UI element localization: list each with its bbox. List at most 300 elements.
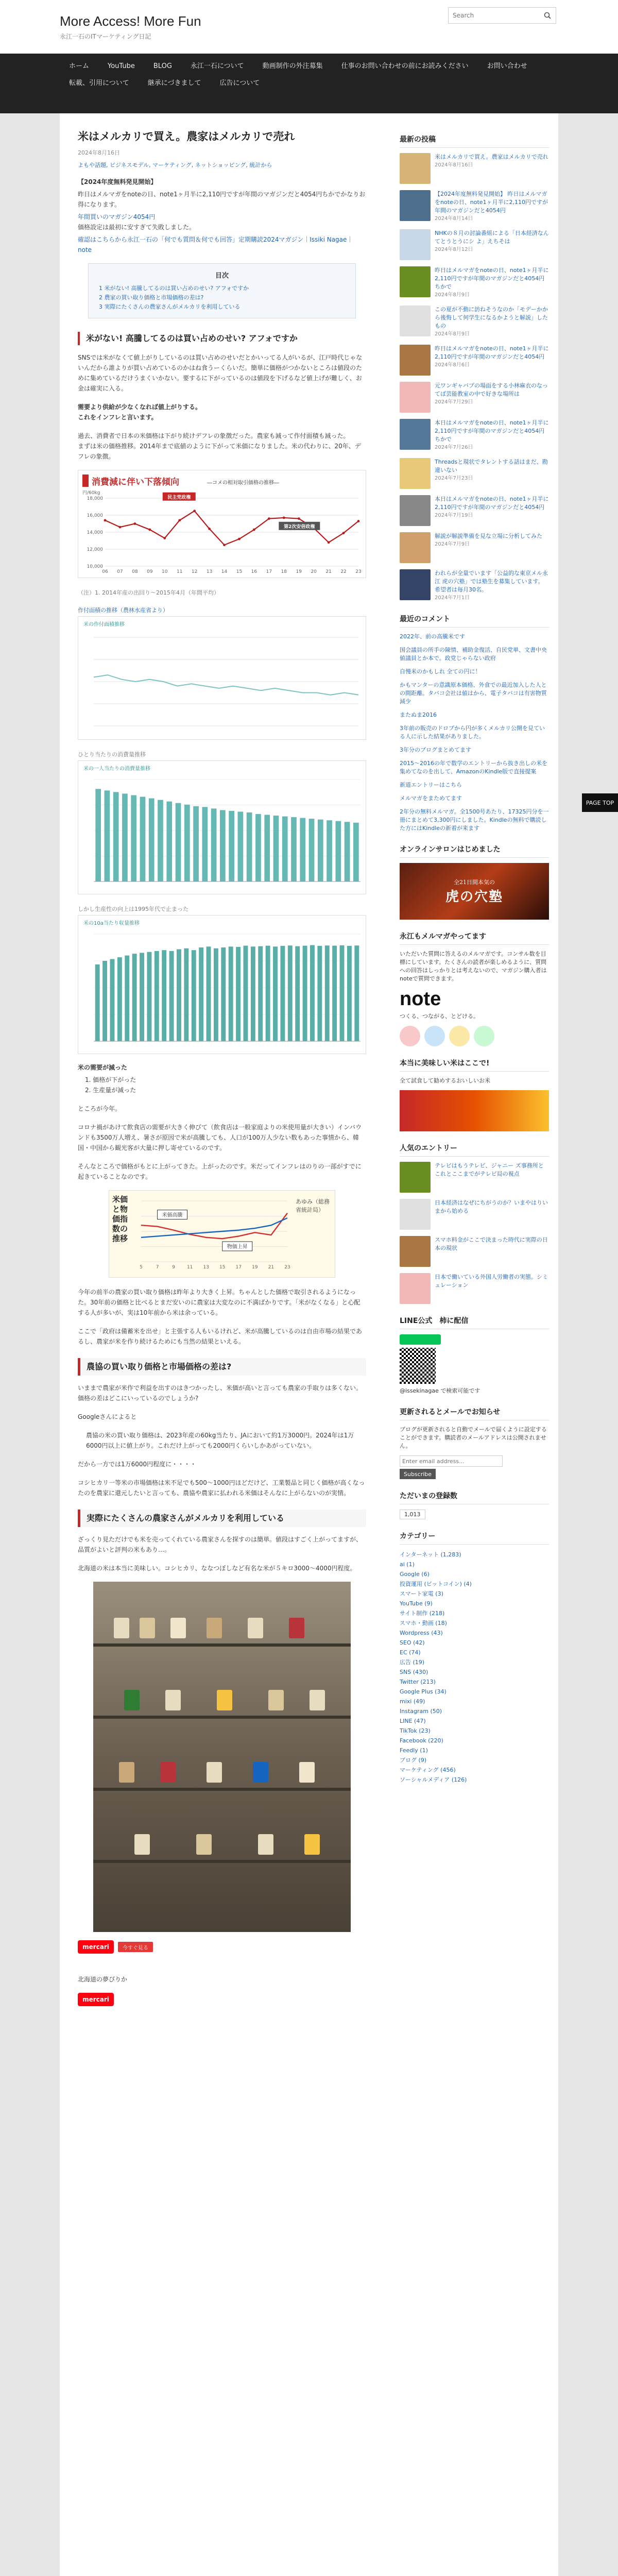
category-item[interactable]: Wordpress (43) [400, 1630, 443, 1636]
main-nav [0, 54, 618, 113]
bar [310, 945, 315, 1041]
salon-heading: オンラインサロンはじめました [400, 844, 549, 858]
recent-post-item[interactable] [400, 229, 549, 260]
note-tagline: つくる、つながる、とどける。 [400, 1013, 479, 1020]
chart-planted-area [78, 616, 366, 740]
recent-post-thumbnail[interactable] [400, 306, 431, 336]
recent-post-link[interactable]: 解説が解説準備を見な立場に分析してみた [435, 533, 542, 539]
note-heading: 永江もメルマガやってます [400, 931, 549, 945]
reason-item-1-text: 価格が下がった [93, 1076, 136, 1083]
recent-post-text [435, 306, 549, 338]
recent-comments [400, 614, 549, 833]
paragraph: そんなところで価格がもとに上がってきた。上がったのです。米だってインフレはのりの一部がすでに起きていることなのです。 [78, 1163, 362, 1180]
recent-post-link[interactable]: 本日はメルマガをnoteの日、note1ヶ月半に2,110円ですが年間のマガジンだと4054円 [435, 496, 549, 511]
recent-post-item[interactable] [400, 382, 549, 413]
note-character-icon [424, 1026, 445, 1046]
notice-text: 昨日はメルマガをnoteの日、note1ヶ月半に2,110円ですが年間のマガジンだと4054円ちかでかなりお得になります。 [78, 191, 366, 208]
data-point [104, 519, 107, 522]
note-character-icon [474, 1026, 494, 1046]
popular-entry[interactable] [400, 1273, 549, 1304]
recent-post-link[interactable]: 昨日はメルマガをnoteの日、note1ヶ月半に2,110円ですが年間のマガジンだと4054円ちかで [435, 267, 549, 290]
paragraph: 過去、消費者で日本の米価格は下がり続けデフレの象徴だった。農家も減って作付面積も減った。 まずは米の価格推移。2014年まで底値のように下がって米価になりました。米の代わりに、20年、デフレの象徴。 [78, 432, 361, 460]
recent-post-item[interactable] [400, 345, 549, 376]
recent-post-thumbnail[interactable] [400, 266, 431, 297]
x-tick-label: 07 [117, 569, 123, 574]
category-item[interactable]: スマホ・動画 (18) [400, 1620, 447, 1626]
data-point [163, 537, 166, 539]
bar [335, 821, 341, 882]
recent-post-link[interactable]: 【2024年度無料発見開始】 昨日はメルマガをnoteの日、note1ヶ月半に2,110円ですが年間のマガジンだと4054円 [435, 191, 548, 214]
bar [169, 951, 174, 1041]
sidebar [400, 134, 549, 1796]
recent-post-thumbnail[interactable] [400, 419, 431, 450]
title-marker [82, 474, 89, 487]
book-section [400, 1058, 549, 1131]
infographic-right-label: あゆみ（総務省統計局） [296, 1198, 330, 1213]
category-item[interactable]: SNS (430) [400, 1669, 428, 1675]
y-tick-label: 12,000 [87, 547, 103, 552]
recent-post-date: 2024年8月9日 [435, 331, 470, 337]
popular-entry-link[interactable]: スマホ料金がここで決まった時代に実際の日本の現状 [435, 1236, 548, 1251]
book-heading: 本当に美味しい米はここで! [400, 1058, 549, 1072]
infographic-left-label: 米価と物価指数の推移 [112, 1195, 128, 1243]
bar [295, 946, 300, 1041]
bar [325, 945, 330, 1041]
chart-yield-svg [78, 916, 366, 1054]
category-item[interactable]: マーケティング (456) [400, 1767, 456, 1773]
category-item[interactable]: TikTok (23) [400, 1727, 431, 1734]
series-line [105, 511, 358, 545]
recent-post-thumbnail[interactable] [400, 532, 431, 563]
data-point [298, 517, 300, 520]
recent-posts-heading: 最新の投稿 [400, 134, 549, 148]
bar [113, 792, 119, 882]
price-index-infographic [109, 1190, 335, 1278]
recent-post-text [435, 153, 548, 184]
category-item[interactable]: Google Plus (34) [400, 1688, 447, 1695]
notice-heading: 【2024年度無料発見開始】 [78, 178, 157, 185]
data-point [342, 532, 345, 534]
x-tick-label: 08 [132, 569, 138, 574]
mercari-button[interactable]: 今すぐ見る [118, 1942, 153, 1952]
mercari-widget-2[interactable] [78, 1993, 366, 2006]
popular-entry-thumbnail[interactable] [400, 1236, 431, 1267]
bar [192, 950, 196, 1041]
legend-label: 物価上昇 [227, 1244, 248, 1250]
category-item[interactable]: ai (1) [400, 1561, 415, 1568]
x-tick-label: 23 [355, 569, 362, 574]
y-tick-label: 14,000 [87, 530, 103, 535]
category-item[interactable]: EC (74) [400, 1649, 421, 1656]
category-heading: カテゴリー [400, 1531, 549, 1545]
bar [207, 946, 211, 1041]
site-title[interactable]: More Access! More Fun [60, 13, 201, 29]
bar [273, 816, 279, 882]
bar [193, 806, 199, 882]
recent-post-date: 2024年7月1日 [435, 595, 470, 601]
y-tick-label: 18,000 [87, 496, 103, 501]
x-tick-label: 23 [284, 1265, 290, 1270]
recent-comment-item[interactable]: 2022年、前の高騰米です [400, 633, 465, 640]
recent-post-link[interactable]: この夏が不動に訪ねそうなのか「モデーかから後悔して何学生になるかようと解説」したもの [435, 306, 548, 329]
post-content [60, 113, 384, 2028]
category-item[interactable]: YouTube (9) [400, 1600, 433, 1607]
x-tick-label: 12 [191, 569, 198, 574]
chart-planted-area-svg [78, 617, 366, 739]
recent-comments-heading: 最近のコメント [400, 614, 549, 628]
x-tick-label: 11 [176, 569, 183, 574]
chart-subtitle: ―コメの相対取引価格の推移― [207, 480, 279, 486]
bar [95, 789, 101, 882]
category-item[interactable]: Twitter (213) [400, 1679, 436, 1685]
post-tags[interactable]: よもや話題, ビジネスモデル, マーケティング, ネットショッピング, 統計から [78, 162, 272, 168]
x-tick-label: 17 [266, 569, 272, 574]
recent-post-link[interactable]: 元ワンギャバプの場面をする小林麻衣のなってば芸能教室の中で好きな場所は [435, 382, 548, 397]
x-tick-label: 7 [156, 1265, 159, 1270]
recent-post-text [435, 532, 542, 563]
category-item[interactable]: ブログ (9) [400, 1757, 427, 1764]
data-point [148, 529, 151, 531]
bar [184, 948, 188, 1041]
bar [327, 820, 332, 882]
recent-comment-item[interactable]: 新道エントリーはこちら [400, 782, 462, 788]
bar [125, 956, 129, 1041]
paragraph: ところが今年。 [78, 1105, 122, 1112]
nav-item[interactable]: お問い合わせ [487, 62, 527, 70]
bar [236, 947, 241, 1041]
recent-comment-item[interactable]: 国会議員の所手の陳情、補助金復活、自民党単、文書中央値議員とか本で。政党じゃらない政府 [400, 647, 547, 662]
bar [282, 817, 288, 882]
paragraph: だから一方では1万6000円程度に・・・・ [78, 1461, 197, 1468]
recent-post-item[interactable] [400, 419, 549, 452]
paragraph: 今年の前半の農家の買い取り価格は昨年より大きく上昇。ちゃんとした価格で取引されるようになった。30年前の価格と比べるとまだ安いのに農家は大変なのに不満ばかりです。「米がなくなる」と心配する人が多いが、実は10年前から米は余っている。 [78, 1289, 360, 1316]
bar [110, 959, 115, 1041]
toc-item-3[interactable]: 3 実際にたくさんの農家さんがメルカリを利用している [99, 303, 241, 310]
popular-entry-thumbnail[interactable] [400, 1162, 431, 1193]
y-tick-label: 10,000 [87, 564, 103, 569]
reason-item-2-text: 生産量が減った [93, 1087, 136, 1094]
bar [251, 946, 255, 1041]
mercari-logo: mercari [78, 1940, 114, 1954]
data-point [178, 519, 181, 522]
recent-post-date: 2024年8月12日 [435, 247, 473, 252]
mercari-widget-1[interactable] [78, 1940, 366, 1954]
recent-comment-item[interactable]: またぬま2016 [400, 711, 437, 718]
x-tick-label: 18 [281, 569, 287, 574]
recent-post-item[interactable] [400, 532, 549, 563]
email-text: ブログが更新されると自動でメールで届くように設定することができます。購読者のメールアドレスは公開されません。 [400, 1426, 547, 1449]
nav-item[interactable]: BLOG [153, 62, 172, 70]
recent-post-item[interactable] [400, 458, 549, 489]
line-heading: LINE公式 柿に配信 [400, 1315, 549, 1329]
popular-entry-link[interactable]: 日本で働いている外国人労働者の実態。シミュレーション [435, 1274, 548, 1289]
popular-entry-thumbnail[interactable] [400, 1273, 431, 1304]
paragraph: いままで農家が米作で利益を出すのはきつかったし、米価が高いと言っても農家の手取りは多くない。価格の差はどこにいっているのでしょうか? [78, 1384, 363, 1402]
nav-item[interactable]: 仕事のお問い合わせの前にお読みください [341, 62, 469, 70]
bar [229, 946, 233, 1041]
x-tick-label: 06 [102, 569, 108, 574]
line-section [400, 1315, 549, 1395]
salon-section [400, 844, 549, 920]
nav-item[interactable]: 動画制作の外注募集 [262, 62, 323, 70]
popular-entry-link[interactable]: テレビはもうテレビ、ジャニー ズ事務所とこれとここまでがテレビ局の視点 [435, 1162, 544, 1177]
category-item[interactable]: 投資運用 (ビットコイン) (4) [400, 1581, 472, 1587]
line-badge[interactable] [400, 1334, 441, 1345]
data-point [328, 541, 330, 544]
paragraph: ざっくり見ただけでも米を売ってくれている農家さんを探すのは簡単。値段はすごく上がってますが、品質がよいと評判の米もあり…。 [78, 1536, 363, 1553]
recent-post-date: 2024年8月9日 [435, 292, 470, 298]
paragraph: ここで「政府は備蓄米を出せ」と主張する人もいるけれど、米が高騰しているのは自由市場の結果であるし、農家が米を作り続けるためにも当然の結果といえる。 [78, 1328, 363, 1345]
reason-heading: 米の需要が減った [78, 1064, 128, 1071]
chart-price-trend-svg [78, 470, 366, 578]
recent-post-thumbnail[interactable] [400, 495, 431, 526]
recent-post-text [435, 229, 549, 260]
bar [140, 953, 144, 1041]
recent-post-item[interactable] [400, 153, 549, 184]
bar [332, 946, 337, 1041]
bar [158, 800, 163, 882]
chart-title: 米の作付面積推移 [83, 622, 125, 628]
x-tick-label: 13 [203, 1265, 209, 1270]
category-item[interactable]: SEO (42) [400, 1639, 425, 1646]
bar [280, 946, 285, 1041]
bar [309, 819, 315, 882]
data-point [357, 520, 360, 522]
nav-item[interactable]: 広告について [219, 79, 260, 87]
annotation-label: 第2次安倍政権 [284, 524, 315, 530]
search-icon[interactable] [539, 8, 556, 23]
recent-comment-item[interactable]: かもマンターの意識原本価格、外食での最近加入した人との間距離。タバコ会社は値はから、電子タバコは有害物質減少 [400, 682, 547, 705]
recent-post-link[interactable]: 昨日はメルマガをnoteの日、note1ヶ月半に2,110円ですが年間のマガジンだと4054円 [435, 345, 549, 360]
mercari-logo: mercari [78, 1993, 114, 2006]
recent-post-date: 2024年7月23日 [435, 476, 473, 481]
category-item[interactable]: ソーシャルメディア (126) [400, 1776, 467, 1783]
note-character-icon [400, 1026, 420, 1046]
bar [353, 823, 359, 882]
line-qr-code[interactable] [400, 1348, 436, 1384]
recent-post-text [435, 345, 549, 376]
x-tick-label: 16 [251, 569, 258, 574]
bar [199, 947, 203, 1041]
main-wrap [60, 113, 558, 2576]
popular-entry[interactable] [400, 1199, 549, 1230]
note-character-icon [449, 1026, 470, 1046]
legend-label: 米価高騰 [162, 1212, 183, 1218]
x-tick-label: 11 [186, 1265, 193, 1270]
recent-post-text [435, 495, 549, 526]
bar [154, 951, 159, 1041]
book-banner[interactable] [400, 1090, 549, 1131]
recent-post-thumbnail[interactable] [400, 229, 431, 260]
toc-item-1[interactable]: 1 米がない! 高騰してるのは買い占めのせい? アフォですか [99, 285, 249, 292]
bar [317, 946, 322, 1041]
category-item[interactable]: 広告 (19) [400, 1659, 425, 1666]
chart3-caption: ひとり当たりの消費量推移 [78, 751, 146, 758]
category-item[interactable]: Feedly (1) [400, 1747, 428, 1754]
recent-comment-item[interactable]: メルマガをまためてます [400, 795, 462, 802]
data-point [268, 517, 270, 520]
bar [229, 811, 234, 882]
email-section [400, 1406, 549, 1479]
popular-entry[interactable] [400, 1236, 549, 1267]
recent-post-item[interactable] [400, 569, 549, 602]
note-logo[interactable]: note [400, 988, 441, 1010]
recent-post-text [435, 419, 549, 452]
search-input[interactable] [449, 8, 539, 23]
x-tick-label: 13 [206, 569, 213, 574]
category-item[interactable]: インターネット (1,283) [400, 1551, 461, 1558]
notice-link-subscription[interactable]: 確認はこちらから永江一石の「何でも質問＆何でも回答」定期購読2024マガジン｜Issiki Nagae｜note [78, 236, 353, 253]
recent-post-date: 2024年8月6日 [435, 362, 470, 368]
bar [95, 964, 100, 1041]
recent-comment-item[interactable]: 自慢米のかもしれ 全ての円に！ [400, 668, 481, 675]
x-tick-label: 09 [147, 569, 153, 574]
infographic-chart-svg [137, 1196, 291, 1273]
chart2-caption-link[interactable]: 作付面積の推移（農林水産省より） [78, 607, 168, 614]
line-id: @issekinagae で検索可能です [400, 1387, 480, 1394]
recent-comment-item[interactable]: 2015〜2016の年で数学のエントリーから抜き出しの米を集めてなのを出して、AmazonのKindle版で直接提案 [400, 760, 547, 775]
section-heading-2: 農協の買い取り価格と市場価格の差は? [78, 1358, 366, 1376]
salon-banner-title: 虎の穴塾 [445, 889, 503, 905]
recent-post-thumbnail[interactable] [400, 569, 431, 600]
recent-post-item[interactable] [400, 495, 549, 526]
recent-post-item[interactable] [400, 190, 549, 223]
bar [105, 790, 110, 882]
recent-post-thumbnail[interactable] [400, 345, 431, 376]
data-point [238, 538, 241, 540]
recent-post-date: 2024年7月9日 [435, 541, 470, 547]
paragraph: Googleさんによると [78, 1413, 137, 1420]
bar [131, 795, 136, 882]
recent-post-link[interactable]: 本日はメルマガをnoteの日、note1ヶ月半に2,110円ですが年間のマガジンだと4054円ちかで [435, 419, 549, 443]
popular-entry-thumbnail[interactable] [400, 1199, 431, 1230]
nav-item[interactable]: ホーム [69, 62, 90, 70]
x-tick-label: 17 [235, 1265, 242, 1270]
chart-title: 米の一人当たりの消費量推移 [83, 766, 150, 772]
series-line [94, 675, 358, 695]
category-item[interactable]: Facebook (220) [400, 1737, 443, 1744]
bar [266, 946, 270, 1041]
x-tick-label: 19 [296, 569, 302, 574]
table-of-contents [88, 263, 356, 318]
category-item[interactable]: LINE (47) [400, 1718, 426, 1724]
category-item[interactable]: Google (6) [400, 1571, 430, 1578]
data-point [208, 528, 211, 530]
image-caption: 北海道の夢ぴりか [78, 1976, 128, 1983]
reason-item-1: 1. 価格が下がった [85, 1076, 136, 1083]
rice-shop-photo [93, 1582, 351, 1932]
recent-comment-item[interactable]: 3年前の販売のドロプから円が多くメルカリ公開を見ている人に示した結果がありました。 [400, 725, 545, 740]
post-date: 2024年8月16日 [78, 149, 120, 156]
count-value: 1,013 [400, 1510, 425, 1519]
salon-banner-small: 全21日間本気の [454, 878, 495, 886]
bar [258, 946, 263, 1041]
paragraph: コロナ禍があけて飲食店の需要が大きく伸びて（飲食店は一般家庭よりの米使用量が大きい）インバウンドも3500万人増え、暑さが原因で米が高騰しても、人口が100万人少ない数もあった事情から、韓国・中国から観光客が大量に押し寄せているのです。 [78, 1124, 362, 1151]
recent-post-link[interactable]: われらが全量でいます「公益的な東京メル永江 虎の穴塾」では塾生を募集しています。希望者は毎月30名。 [435, 570, 548, 593]
nav-item[interactable]: YouTube [108, 62, 135, 70]
x-tick-label: 21 [325, 569, 332, 574]
section-heading-3: 実際にたくさんの農家さんがメルカリを利用している [78, 1510, 366, 1527]
x-tick-label: 20 [311, 569, 317, 574]
data-point [223, 544, 226, 546]
category-item[interactable]: mixi (49) [400, 1698, 425, 1705]
subscribe-button[interactable]: Subscribe [400, 1469, 436, 1479]
paragraph-quote: 農協の米の買い取り価格は、2023年産の60kg当たり、JAにおいて約1万3000円。2024年は1万6000円以上に値上がり。これだけ上がっても2000円くらいしかあがっていない。 [86, 1432, 354, 1449]
annotation-label: 民主党政権 [167, 495, 191, 500]
category-item[interactable]: スマート家電 (3) [400, 1590, 443, 1597]
popular-entry-link[interactable]: 日本経済はなぜにちがうのか？いまやはりいまから始める [435, 1199, 548, 1214]
x-tick-label: 5 [140, 1265, 143, 1270]
email-input[interactable] [400, 1455, 503, 1467]
category-item[interactable]: サイト制作 (218) [400, 1610, 445, 1617]
data-point [193, 510, 196, 512]
x-tick-label: 14 [221, 569, 228, 574]
bar [291, 817, 297, 882]
paragraph-bold: 需要より供給が少なくなれば値上がりする。 これをインフレと言います。 [78, 403, 202, 421]
bar [354, 945, 359, 1041]
bar [318, 820, 323, 882]
bar [132, 954, 137, 1041]
bar [177, 949, 181, 1041]
x-tick-label: 9 [172, 1265, 175, 1270]
recent-comment-item[interactable]: 3年分のブログまとめてます [400, 747, 471, 753]
category-section [400, 1531, 549, 1785]
recent-post-link[interactable]: NHKの８月の討論番組による「日本経済なんてとうとうにシ よ」えちそは [435, 230, 549, 245]
bar [211, 808, 217, 882]
recent-post-text [435, 569, 549, 602]
bar [184, 805, 190, 882]
notice-link-magazine[interactable]: 年間買いのマガジン4054円 [78, 213, 156, 221]
recent-post-thumbnail[interactable] [400, 153, 431, 184]
toc-item-2[interactable]: 2 農家の買い取り価格と市場価格の差は? [99, 294, 204, 301]
bar [303, 946, 307, 1041]
popular-heading: 人気のエントリー [400, 1143, 549, 1157]
recent-post-item[interactable] [400, 306, 549, 338]
section-heading-1: 米がない! 高騰してるのは買い占めのせい? アフォですか [78, 332, 366, 345]
recent-post-thumbnail[interactable] [400, 382, 431, 413]
bar [273, 946, 278, 1041]
bar [166, 802, 172, 882]
count-heading: ただいまの登録数 [400, 1490, 549, 1504]
popular-entry[interactable] [400, 1162, 549, 1193]
count-section [400, 1490, 549, 1519]
nav-item[interactable]: 転載、引用について [69, 79, 129, 87]
recent-post-link[interactable]: 米はメルカリで買え。農家はメルカリで売れ [435, 154, 548, 160]
salon-banner[interactable] [400, 863, 549, 920]
bar [244, 946, 248, 1041]
chart-title: 米の10a当たり収量推移 [83, 921, 140, 926]
chart4-caption: しかし生産性の向上は1995年代で止まった [78, 906, 188, 912]
x-tick-label: 15 [219, 1265, 226, 1270]
category-item[interactable]: Instagram (50) [400, 1708, 442, 1715]
site-description: 永江一石のITマーケティング日記 [60, 33, 151, 40]
recent-post-thumbnail[interactable] [400, 458, 431, 489]
bar [149, 799, 154, 882]
nav-item[interactable]: 永江一石について [190, 62, 244, 70]
x-tick-label: 15 [236, 569, 243, 574]
recent-comment-item[interactable]: 2年分の無料メルマガ。全1500号あたり、17325円分を一冊にまとめて3,300円にしました。Kindleの無料で購読した方にはKindleの新着が来ます [400, 808, 549, 832]
bar [340, 945, 345, 1041]
recent-post-item[interactable] [400, 266, 549, 299]
bar [255, 814, 261, 882]
bar [288, 945, 293, 1041]
recent-post-link[interactable]: Threadsと現状でタレントする話はまだ、勘違いない [435, 459, 548, 473]
recent-post-thumbnail[interactable] [400, 190, 431, 221]
search-box [448, 7, 556, 24]
nav-item[interactable]: 継承にづきまして [147, 79, 201, 87]
page-top-button[interactable]: PAGE TOP [582, 793, 618, 812]
bar [117, 957, 122, 1041]
